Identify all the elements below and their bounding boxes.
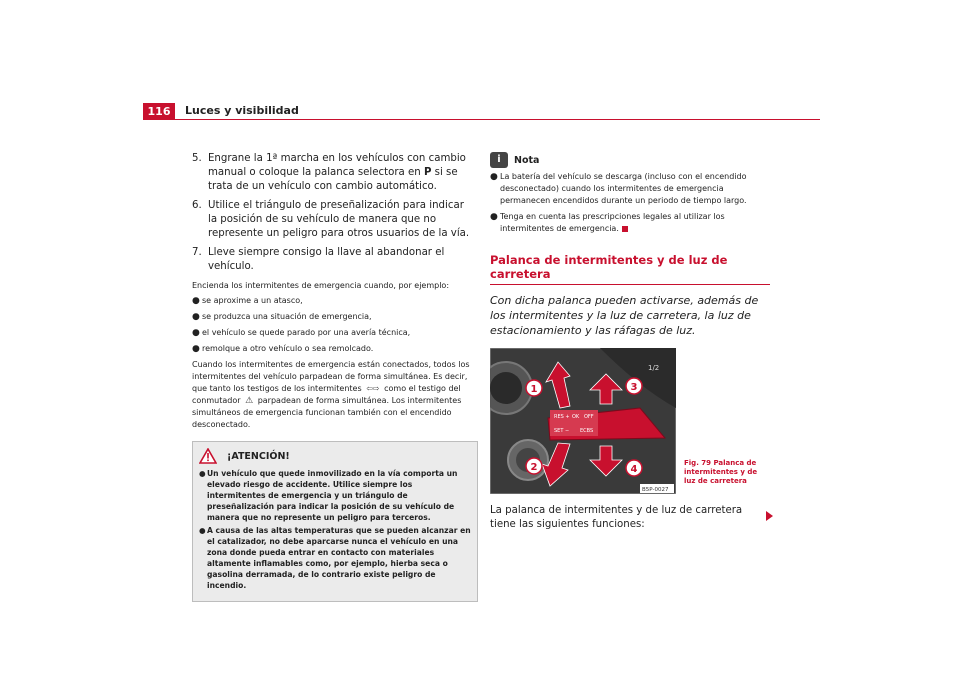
label-4: 4 [630, 464, 638, 475]
svg-text:ECBS: ECBS [580, 428, 594, 434]
header-rule [143, 119, 820, 120]
list-item: ● Tenga en cuenta las prescripciones legales al utilizar los intermitentes de emergencia. [490, 212, 725, 233]
warning-item: ● A causa de las altas temperaturas que se pueden alcanzar en el catalizador, no debe aparcarse nunca el vehículo en una zona donde pueda entrar en contacto con materiales altamente inflamables como, por ejemplo, hierba seca o gasolina derramada, de lo contrario existe peligro de incendio. [199, 526, 471, 590]
right-column [490, 152, 770, 532]
header-title: Luces y visibilidad [185, 104, 299, 117]
list-item: ● La batería del vehículo se descarga (incluso con el encendido desconectado) cuando los intermitentes de emergencia permanecen encendidos durante un periodo de tiempo largo. [490, 172, 747, 205]
label-2: 2 [530, 462, 538, 473]
page-number: 116 [143, 103, 175, 120]
svg-text:OFF: OFF [584, 414, 594, 420]
step-item: 6. Utilice el triángulo de preseñalización para indicar la posición de su vehículo de manera que no represente un peligro para otros usuarios de la vía. [192, 200, 470, 239]
hazard-paragraph: Cuando los intermitentes de emergencia están conectados, todos los intermitentes del vehículo parpadean de forma simultánea. Es decir, que tanto los testigos de los intermitentes ⇦⇨ como el testigo del conmutador ⚠ parpadean de forma simultánea. Los intermitentes simultáneos de emergencia funcionan también con el encendido desconectado. [192, 360, 470, 429]
figure-code: B5P-0027 [642, 487, 669, 493]
hazard-triangle-icon: ⚠ [245, 396, 254, 406]
turn-signal-icon: ⇦⇨ [366, 384, 380, 393]
note-icon: i [490, 152, 508, 168]
note-title: Nota [514, 154, 540, 166]
next-page-arrow-icon [766, 511, 773, 521]
svg-text:RES +: RES + [554, 414, 570, 420]
section-title: Palanca de intermitentes y de luz de carretera [490, 253, 770, 285]
bullet-list [192, 295, 472, 355]
step-list [192, 152, 472, 274]
note-list [490, 171, 770, 235]
list-item: ● se aproxime a un atasco, [192, 296, 303, 306]
dial-label: 1/2 [648, 364, 660, 372]
list-item: ● remolque a otro vehículo o sea remolcado. [192, 344, 374, 354]
section-intro: Con dicha palanca pueden activarse, además de los intermitentes y la luz de carretera, la luz de estacionamiento y las ráfagas de luz. [490, 294, 759, 337]
warning-title: ¡ATENCIÓN! [227, 450, 290, 462]
svg-text:OK: OK [572, 414, 580, 420]
warning-box [192, 441, 478, 602]
figure-caption: Fig. 79 Palanca de intermitentes y de luz de carretera [684, 459, 758, 485]
label-3: 3 [630, 382, 638, 393]
figure-turn-signal-lever [490, 348, 676, 494]
list-item: ● el vehículo se quede parado por una avería técnica, [192, 328, 411, 338]
left-column [192, 152, 472, 602]
bullets-intro: Encienda los intermitentes de emergencia cuando, por ejemplo: [192, 281, 450, 290]
step-item: 7. Lleve siempre consigo la llave al abandonar el vehículo. [192, 247, 445, 272]
svg-text:SET −: SET − [554, 428, 570, 434]
warning-item: ● Un vehículo que quede inmovilizado en la vía comporta un elevado riesgo de accidente. Utilice siempre los intermitentes de emergencia y un triángulo de preseñalización para indicar la posición de su vehículo de manera que no represente un peligro para terceros. [199, 469, 458, 522]
warning-triangle-icon [199, 448, 217, 464]
lever-illustration [490, 348, 676, 494]
step-item: 5. Engrane la 1ª marcha en los vehículos con cambio manual o coloque la palanca selectora en P si se trata de un vehículo con cambio automático. [192, 153, 466, 192]
list-item: ● se produzca una situación de emergencia, [192, 312, 372, 322]
body-paragraph: La palanca de intermitentes y de luz de carretera tiene las siguientes funciones: [490, 505, 743, 530]
label-1: 1 [530, 384, 538, 395]
section-end-icon [622, 226, 628, 232]
